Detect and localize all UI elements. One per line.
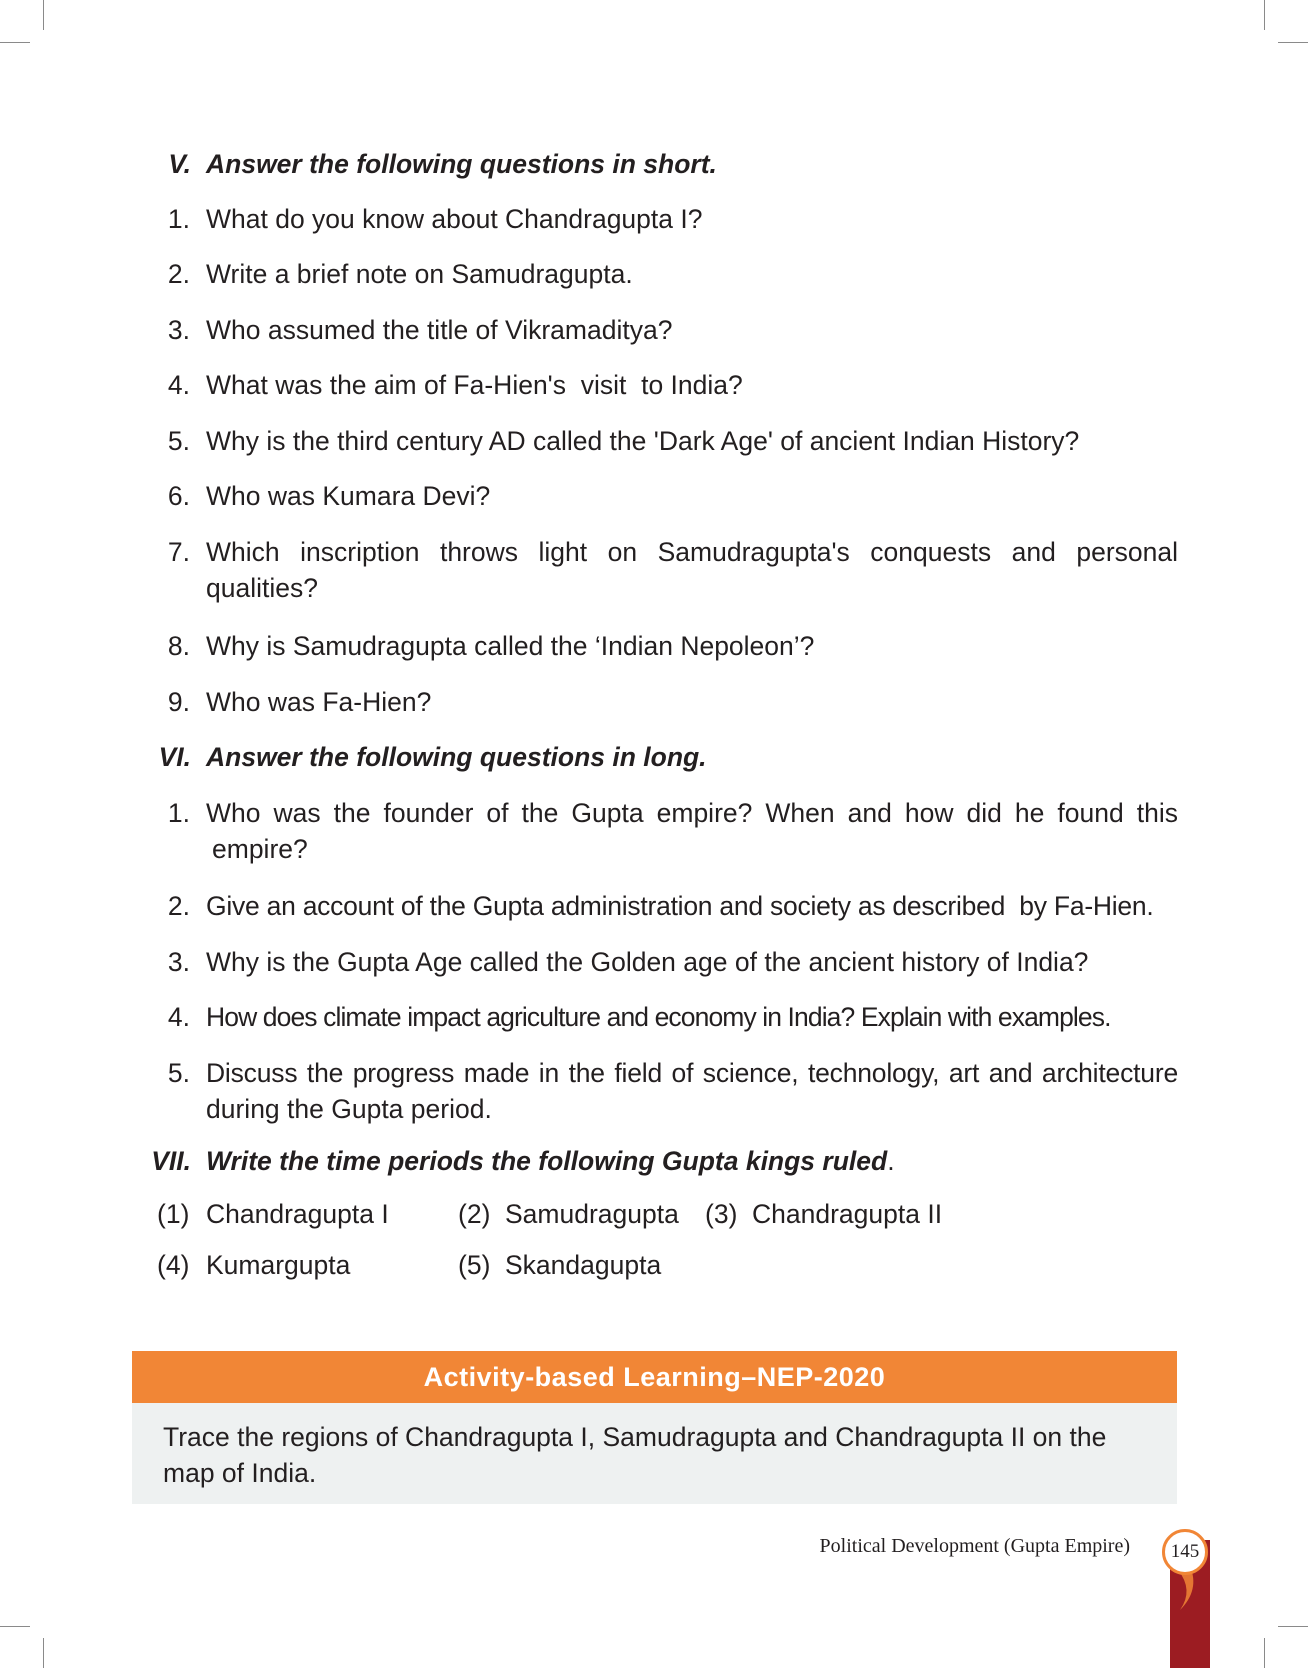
king-name: Kumargupta bbox=[206, 1250, 351, 1280]
section-heading-period: . bbox=[887, 1146, 895, 1176]
crop-mark bbox=[43, 1638, 44, 1668]
question-text: Write a brief note on Samudragupta. bbox=[206, 259, 633, 289]
section-heading-text: Write the time periods the following Gupta kings ruled bbox=[206, 1146, 888, 1176]
question-number: 6. bbox=[167, 481, 190, 511]
question-item bbox=[0, 942, 1308, 982]
question-text: Why is the third century AD called the 'Dark Age' of ancient Indian History? bbox=[206, 426, 1080, 456]
question-text: Discuss the progress made in the field of science, technology, art and architecture bbox=[206, 1058, 1178, 1088]
question-number: 7. bbox=[167, 537, 190, 567]
king-number: (5) bbox=[458, 1250, 491, 1280]
question-text: Who was the founder of the Gupta empire? When and how did he found this bbox=[206, 798, 1178, 828]
question-text: What do you know about Chandragupta I? bbox=[206, 204, 703, 234]
question-item bbox=[0, 682, 1308, 722]
king-options-row bbox=[0, 1194, 1308, 1234]
crop-mark bbox=[1278, 42, 1308, 43]
question-item bbox=[0, 793, 1308, 833]
question-text: Who was Fa-Hien? bbox=[206, 687, 432, 717]
question-text: How does climate impact agriculture and economy in India? Explain with examples. bbox=[206, 1002, 1111, 1032]
question-number: 3. bbox=[167, 947, 190, 977]
crop-mark bbox=[0, 1626, 30, 1627]
section-numeral: VII. bbox=[151, 1146, 191, 1176]
question-number: 8. bbox=[167, 631, 190, 661]
question-item bbox=[0, 532, 1308, 572]
king-name: Chandragupta I bbox=[206, 1199, 389, 1229]
question-text-continued: qualities? bbox=[206, 573, 318, 603]
question-number: 1. bbox=[167, 798, 190, 828]
crop-mark bbox=[43, 0, 44, 30]
question-text: Why is the Gupta Age called the Golden age of the ancient history of India? bbox=[206, 947, 1089, 977]
king-name: Chandragupta II bbox=[752, 1199, 943, 1229]
king-number: (1) bbox=[157, 1199, 190, 1229]
question-text: Why is Samudragupta called the ‘Indian Nepoleon’? bbox=[206, 631, 815, 661]
section-numeral: V. bbox=[168, 149, 191, 179]
crop-mark bbox=[0, 42, 30, 43]
question-number: 2. bbox=[167, 259, 190, 289]
question-continuation bbox=[0, 1089, 1308, 1129]
question-number: 3. bbox=[167, 315, 190, 345]
king-number: (4) bbox=[157, 1250, 190, 1280]
section-vi-heading bbox=[0, 737, 1308, 777]
question-item bbox=[0, 310, 1308, 350]
activity-text: Trace the regions of Chandragupta I, Samudragupta and Chandragupta II on the map of India. bbox=[163, 1422, 1107, 1488]
question-continuation bbox=[0, 568, 1308, 608]
question-item bbox=[0, 1053, 1308, 1093]
crop-mark bbox=[1278, 1626, 1308, 1627]
question-number: 4. bbox=[167, 370, 190, 400]
question-number: 5. bbox=[167, 1058, 190, 1088]
question-number: 1. bbox=[167, 204, 190, 234]
crop-mark bbox=[1264, 1638, 1265, 1668]
section-heading: Answer the following questions in long. bbox=[206, 742, 707, 772]
question-number: 4. bbox=[167, 1002, 190, 1032]
question-item bbox=[0, 199, 1308, 239]
question-item bbox=[0, 365, 1308, 405]
section-numeral: VI. bbox=[158, 742, 191, 772]
activity-title: Activity-based Learning–NEP-2020 bbox=[132, 1351, 1177, 1403]
question-text-continued: empire? bbox=[212, 834, 308, 864]
question-item bbox=[0, 886, 1308, 926]
question-text: Which inscription throws light on Samudragupta's conquests and personal bbox=[206, 537, 1178, 567]
activity-box bbox=[132, 1351, 1177, 1504]
question-continuation bbox=[0, 829, 1308, 869]
question-text: Give an account of the Gupta administration and society as described by Fa-Hien. bbox=[206, 891, 1154, 921]
question-item bbox=[0, 626, 1308, 666]
section-heading bbox=[206, 1141, 895, 1181]
king-number: (2) bbox=[458, 1199, 491, 1229]
question-number: 2. bbox=[167, 891, 190, 921]
question-text-continued: during the Gupta period. bbox=[206, 1094, 492, 1124]
king-name: Samudragupta bbox=[505, 1199, 679, 1229]
question-text: Who assumed the title of Vikramaditya? bbox=[206, 315, 673, 345]
section-v-heading bbox=[0, 144, 1308, 184]
section-vii-heading bbox=[0, 1141, 1308, 1181]
question-text: Who was Kumara Devi? bbox=[206, 481, 491, 511]
question-item bbox=[0, 254, 1308, 294]
question-number: 5. bbox=[167, 426, 190, 456]
crop-mark bbox=[1264, 0, 1265, 30]
page-number: 145 bbox=[1162, 1529, 1208, 1575]
question-number: 9. bbox=[167, 687, 190, 717]
footer-chapter-title: Political Development (Gupta Empire) bbox=[819, 1535, 1130, 1557]
question-item bbox=[0, 476, 1308, 516]
king-name: Skandagupta bbox=[505, 1250, 662, 1280]
king-number: (3) bbox=[705, 1199, 738, 1229]
section-heading: Answer the following questions in short. bbox=[206, 149, 717, 179]
question-item bbox=[0, 997, 1308, 1037]
king-options-row bbox=[0, 1245, 1308, 1285]
question-text: What was the aim of Fa-Hien's visit to India? bbox=[206, 370, 743, 400]
question-item bbox=[0, 421, 1308, 461]
